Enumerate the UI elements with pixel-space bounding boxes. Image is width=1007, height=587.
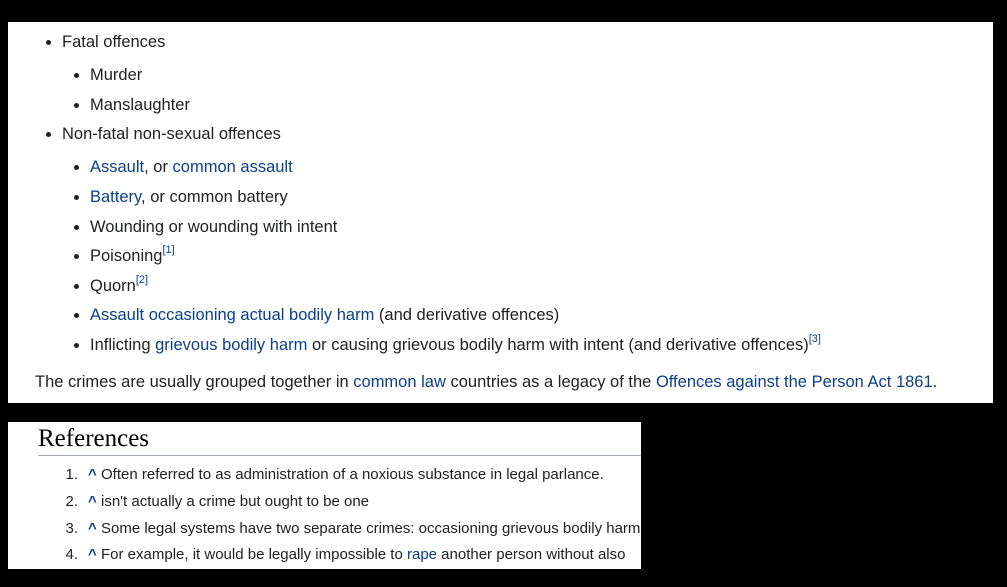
heading-divider	[38, 455, 641, 456]
reference-number: 1.	[65, 466, 78, 483]
back-link-caret-icon[interactable]: ^	[88, 546, 97, 563]
reference-number: 3.	[65, 520, 78, 537]
bullet-icon	[46, 40, 51, 45]
reference-text: Some legal systems have two separate crimes: occasioning grievous bodily harm	[101, 520, 641, 537]
link-common-law[interactable]: common law	[353, 373, 446, 391]
bullet-icon	[74, 313, 79, 318]
reference-text	[101, 546, 625, 564]
link-offences-against-the-person-act[interactable]: Offences against the Person Act 1861	[655, 373, 933, 391]
link-grievous-bodily-harm[interactable]: grievous bodily harm	[155, 336, 308, 354]
summary-paragraph	[35, 372, 937, 392]
list-item-text: (and derivative offences)	[374, 306, 560, 324]
bullet-icon	[74, 103, 79, 108]
list-item-label: Non-fatal non-sexual offences	[62, 125, 281, 143]
citation-link-2[interactable]: [2]	[135, 273, 149, 286]
link-assault[interactable]: Assault	[90, 158, 145, 176]
references-section	[8, 422, 641, 569]
bullet-icon	[74, 73, 79, 78]
list-item-label: Murder	[90, 66, 143, 84]
list-item-text: Inflicting	[90, 336, 156, 354]
list-item-label: Poisoning	[90, 247, 163, 265]
list-item-text: , or common battery	[141, 188, 288, 206]
bullet-icon	[74, 165, 79, 170]
back-link-caret-icon[interactable]: ^	[88, 520, 97, 537]
reference-text-part: For example, it would be legally impossible to	[101, 546, 407, 563]
list-item-label: Fatal offences	[62, 33, 166, 51]
link-battery[interactable]: Battery	[90, 188, 142, 206]
reference-number: 2.	[65, 493, 78, 510]
reference-text-part: another person without also	[437, 546, 626, 563]
bullet-icon	[74, 254, 79, 259]
list-item-label: Manslaughter	[90, 96, 190, 114]
reference-number: 4.	[65, 546, 78, 563]
paragraph-text: The crimes are usually grouped together in	[35, 373, 354, 391]
list-item-text: , or	[144, 158, 173, 176]
article-section	[8, 22, 993, 403]
link-rape[interactable]: rape	[406, 546, 438, 563]
reference-text: isn't actually a crime but ought to be one	[101, 493, 370, 510]
reference-text: Often referred to as administration of a noxious substance in legal parlance.	[101, 466, 604, 483]
link-common-assault[interactable]: common assault	[172, 158, 293, 176]
citation-link-1[interactable]: [1]	[162, 243, 175, 256]
back-link-caret-icon[interactable]: ^	[88, 466, 97, 483]
paragraph-text: countries as a legacy of the	[445, 373, 656, 391]
list-item-text: or causing grievous bodily harm with intent (and derivative offences)	[307, 336, 809, 354]
paragraph-text: .	[932, 373, 938, 391]
back-link-caret-icon[interactable]: ^	[88, 493, 97, 510]
bullet-icon	[74, 195, 79, 200]
list-item-label: Quorn	[90, 277, 136, 295]
bullet-icon	[74, 225, 79, 230]
bullet-icon	[74, 343, 79, 348]
bullet-icon	[46, 132, 51, 137]
list-item-label: Wounding or wounding with intent	[90, 218, 338, 236]
bullet-icon	[74, 284, 79, 289]
citation-link-3[interactable]: [3]	[808, 332, 821, 345]
link-actual-bodily-harm[interactable]: Assault occasioning actual bodily harm	[90, 306, 375, 324]
references-heading: References	[38, 425, 150, 452]
